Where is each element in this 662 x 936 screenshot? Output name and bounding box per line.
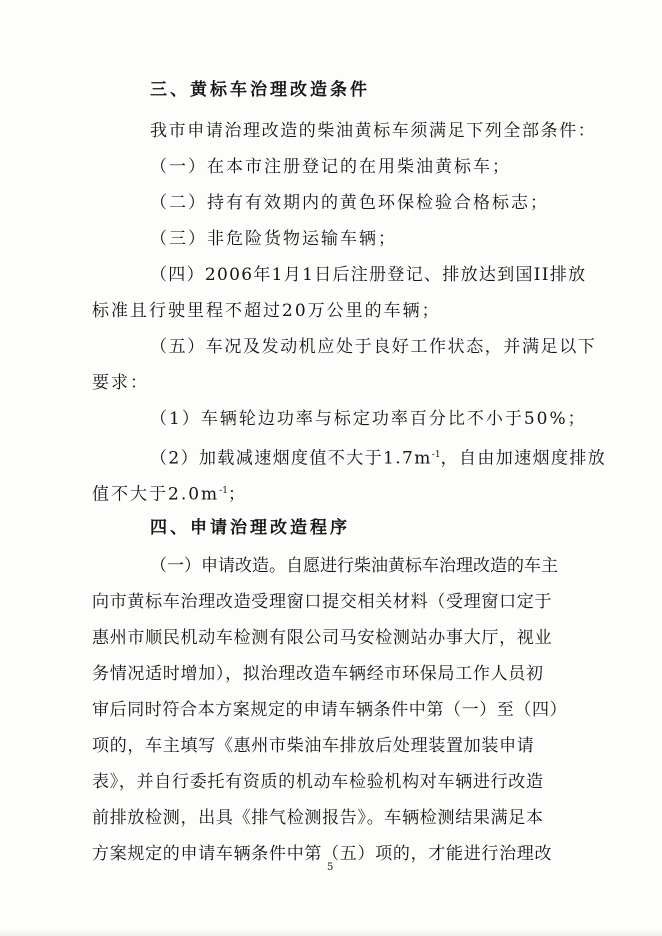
section-4-heading: 四、申请治理改造程序 <box>150 518 350 538</box>
condition-item-4-line-1: （四）2006年1月1日后注册登记、排放达到国II排放 <box>150 265 587 285</box>
procedure-paragraph-line-2: 向市黄标车治理改造受理窗口提交相关材料（受理窗口定于 <box>92 592 553 612</box>
procedure-paragraph-line-9: 方案规定的申请车辆条件中第（五）项的，才能进行治理改 <box>92 844 553 864</box>
condition-item-2: （二）持有有效期内的黄色环保检验合格标志； <box>150 193 549 213</box>
condition-item-3: （三）非危险货物运输车辆； <box>150 229 397 249</box>
requirement-2-text-a: （2）加载减速烟度值不大于1.7m <box>150 448 432 469</box>
procedure-paragraph-line-8: 前排放检测，出具《排气检测报告》。车辆检测结果满足本 <box>92 808 544 828</box>
section-3-heading: 三、黄标车治理改造条件 <box>150 80 370 100</box>
procedure-paragraph-line-1 <box>150 556 574 576</box>
scan-edge-shadow <box>0 930 662 936</box>
procedure-paragraph-line-3: 惠州市顺民机动车检测有限公司马安检测站办事大厅，视业 <box>92 628 553 648</box>
condition-item-5-line-2: 要求： <box>92 373 149 393</box>
condition-item-5-line-1: （五）车况及发动机应处于良好工作状态，并满足以下 <box>150 337 597 357</box>
procedure-paragraph-line-7: 表》，并自行委托有资质的机动车检验机构对车辆进行改造 <box>92 772 544 792</box>
requirement-2-line-2-text-a: 值不大于2.0m <box>92 484 220 505</box>
requirement-2-line-2-unit-exponent: -1 <box>219 486 228 496</box>
requirement-2-unit-exponent: -1 <box>431 450 441 460</box>
condition-item-4-line-2: 标准且行驶里程不超过20万公里的车辆； <box>92 301 441 321</box>
page-number: 5 <box>327 862 334 873</box>
paragraph-text: （一）申请改造。自愿进行柴油黄标车治理改造的车主 <box>150 556 558 576</box>
requirement-1: （1）车辆轮边功率与标定功率百分比不小于50%； <box>150 409 587 429</box>
condition-item-1: （一）在本市注册登记的在用柴油黄标车； <box>150 157 511 177</box>
requirement-2-line-2-text-b: ； <box>227 484 247 505</box>
section-3-intro: 我市申请治理改造的柴油黄标车须满足下列全部条件： <box>150 121 597 141</box>
requirement-2-line-1 <box>150 445 606 469</box>
procedure-paragraph-line-4: 务情况适时增加），拟治理改造车辆经市环保局工作人员初 <box>92 664 544 684</box>
procedure-paragraph-line-5: 审后同时符合本方案规定的申请车辆条件中第（一）至（四） <box>92 700 568 720</box>
requirement-2-text-b: ，自由加速烟度排放 <box>440 448 607 469</box>
requirement-2-line-2 <box>92 481 247 505</box>
procedure-paragraph-line-6: 项的，车主填写《惠州市柴油车排放后处理装置加装申请 <box>92 736 535 756</box>
